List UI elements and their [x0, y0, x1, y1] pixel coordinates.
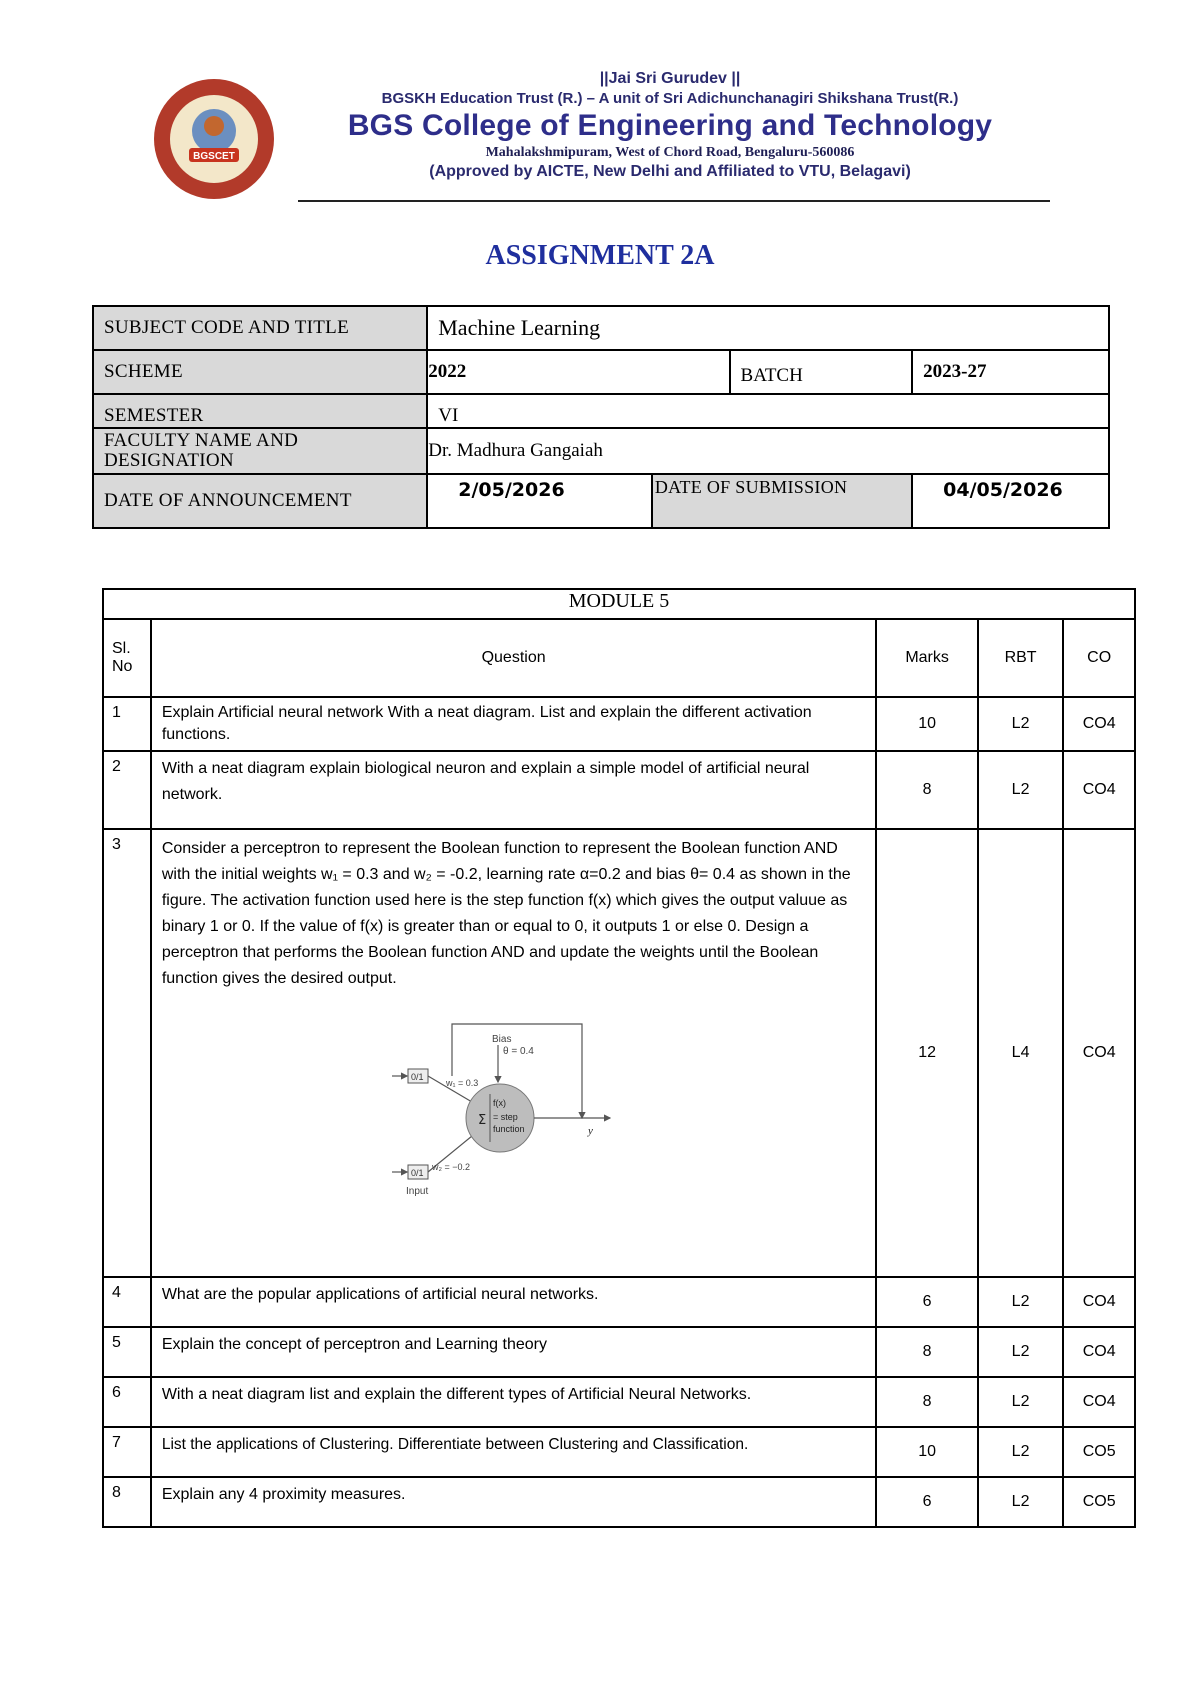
co-cell: CO4	[1063, 697, 1135, 751]
sum-symbol: Σ	[477, 1113, 487, 1128]
marks-cell: 12	[876, 829, 977, 1277]
table-row	[103, 697, 1135, 751]
rbt-cell: L4	[978, 829, 1064, 1277]
rbt-cell: L2	[978, 1427, 1064, 1477]
question-text: List the applications of Clustering. Differentiate between Clustering and Classification.	[151, 1427, 877, 1477]
module-title: MODULE 5	[103, 589, 1135, 619]
question-text: Explain Artificial neural network With a neat diagram. List and explain the different activation functions.	[151, 697, 877, 751]
co-cell: CO4	[1063, 751, 1135, 829]
semester-label: SEMESTER	[93, 394, 427, 428]
submission-date: 04/05/2026	[912, 474, 1109, 528]
rbt-cell: L2	[978, 1477, 1064, 1527]
batch-value: 2023-27	[912, 350, 1109, 394]
col-rbt: RBT	[978, 619, 1064, 697]
subject-value: Machine Learning	[427, 306, 1109, 350]
approval-note: (Approved by AICTE, New Delhi and Affiliated to VTU, Belagavi)	[429, 163, 911, 180]
table-row	[103, 1477, 1135, 1527]
row-number: 7	[103, 1427, 151, 1477]
row-number: 4	[103, 1277, 151, 1327]
announcement-date: 2/05/2026	[427, 474, 652, 528]
table-row	[103, 751, 1135, 829]
co-cell: CO5	[1063, 1477, 1135, 1527]
marks-cell: 6	[876, 1277, 977, 1327]
rbt-cell: L2	[978, 1377, 1064, 1427]
perceptron-diagram	[392, 1014, 622, 1214]
assignment-title: ASSIGNMENT 2A	[485, 240, 715, 271]
trust-name: BGSKH Education Trust (R.) – A unit of Sri Adichunchanagiri Shikshana Trust(R.)	[381, 90, 959, 107]
col-marks: Marks	[876, 619, 977, 697]
col-slno: Sl. No	[103, 619, 151, 697]
marks-cell: 6	[876, 1477, 977, 1527]
question-table	[102, 588, 1136, 1528]
question-text: Consider a perceptron to represent the Boolean function to represent the Boolean function AND with the initial weights w₁ = 0.3 and w₂ = -0.2, learning rate α=0.2 and bias θ= 0.4 as shown in the figure. The activation function used here is the step function f(x) which gives the output valuue as binary 1 or 0. If the value of f(x) is greater than or equal to 0, it outputs 1 or else 0. Design a perceptron that performs the Boolean function AND and update the weights until the Boolean function gives the desired output.	[161, 840, 851, 987]
table-row	[103, 1277, 1135, 1327]
header-divider	[298, 200, 1050, 202]
faculty-label: FACULTY NAME AND DESIGNATION	[93, 428, 427, 474]
row-number: 5	[103, 1327, 151, 1377]
college-logo	[145, 76, 283, 202]
rbt-cell: L2	[978, 1327, 1064, 1377]
question-text: What are the popular applications of artificial neural networks.	[151, 1277, 877, 1327]
row-number: 8	[103, 1477, 151, 1527]
svg-text:BGSCET: BGSCET	[193, 151, 235, 162]
submission-label: DATE OF SUBMISSION	[652, 474, 912, 528]
function-label: function	[492, 1124, 525, 1134]
rbt-cell: L2	[978, 697, 1064, 751]
college-name: BGS College of Engineering and Technology	[347, 109, 993, 142]
marks-cell: 10	[876, 1427, 977, 1477]
marks-cell: 10	[876, 697, 977, 751]
col-co: CO	[1063, 619, 1135, 697]
bias-label: Bias	[491, 1034, 512, 1045]
college-address: Mahalakshmipuram, West of Chord Road, Bengaluru-560086	[485, 145, 855, 160]
question-text: With a neat diagram list and explain the different types of Artificial Neural Networks.	[151, 1377, 877, 1427]
theta-label: θ = 0.4	[502, 1046, 534, 1057]
announcement-label: DATE OF ANNOUNCEMENT	[93, 474, 427, 528]
w2-label: w₂ = −0.2	[431, 1162, 470, 1172]
letterhead	[145, 68, 1045, 208]
rbt-cell: L2	[978, 751, 1064, 829]
table-row	[103, 1327, 1135, 1377]
invocation: ||Jai Sri Gurudev ||	[599, 70, 741, 87]
row-number: 3	[103, 829, 151, 1277]
question-cell	[151, 829, 877, 1277]
rbt-cell: L2	[978, 1277, 1064, 1327]
question-text: Explain any 4 proximity measures.	[151, 1477, 877, 1527]
row-number: 6	[103, 1377, 151, 1427]
marks-cell: 8	[876, 1377, 977, 1427]
faculty-value: Dr. Madhura Gangaiah	[427, 428, 1109, 474]
subject-label: SUBJECT CODE AND TITLE	[93, 306, 427, 350]
table-row	[103, 1427, 1135, 1477]
step-label: = step	[492, 1112, 518, 1122]
row-number: 2	[103, 751, 151, 829]
co-cell: CO4	[1063, 1277, 1135, 1327]
marks-cell: 8	[876, 751, 977, 829]
question-text: With a neat diagram explain biological neuron and explain a simple model of artificial neural network.	[151, 751, 877, 829]
output-label: y	[587, 1125, 593, 1137]
marks-cell: 8	[876, 1327, 977, 1377]
input1-label: 0/1	[410, 1072, 424, 1082]
co-cell: CO5	[1063, 1427, 1135, 1477]
fx-label: f(x)	[492, 1098, 506, 1108]
w1-label: w₁ = 0.3	[445, 1078, 479, 1088]
table-row	[103, 829, 1135, 1277]
scheme-label: SCHEME	[93, 350, 427, 394]
co-cell: CO4	[1063, 1327, 1135, 1377]
question-text: Explain the concept of perceptron and Learning theory	[151, 1327, 877, 1377]
assignment-info-table	[92, 305, 1110, 529]
co-cell: CO4	[1063, 829, 1135, 1277]
input2-label: 0/1	[410, 1168, 424, 1178]
input-label: Input	[405, 1186, 429, 1197]
row-number: 1	[103, 697, 151, 751]
table-row	[103, 1377, 1135, 1427]
co-cell: CO4	[1063, 1377, 1135, 1427]
batch-label: BATCH	[730, 350, 913, 394]
col-question: Question	[151, 619, 877, 697]
scheme-value: 2022	[427, 350, 729, 394]
semester-value: VI	[427, 394, 1109, 428]
